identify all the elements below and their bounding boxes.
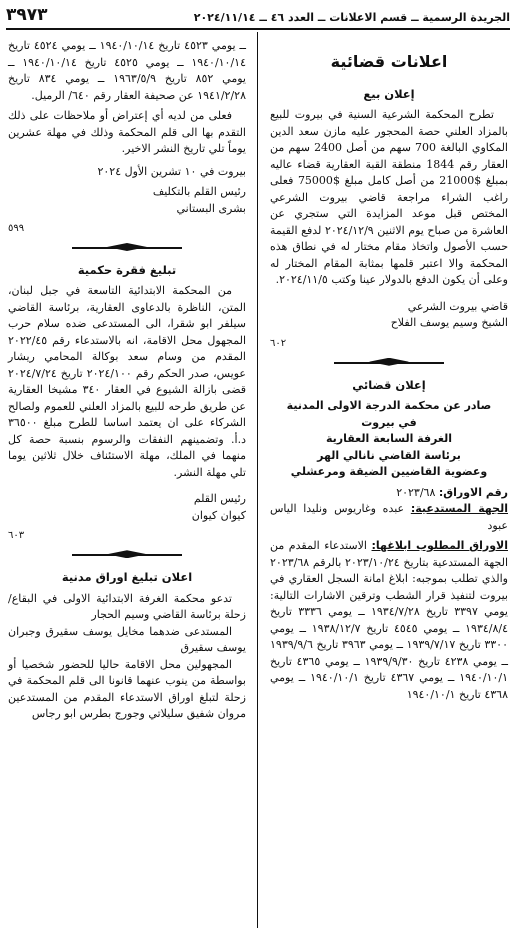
- party-value: عبده وغاريوس ونليدا الياس عبود: [270, 502, 508, 532]
- ad-civil-p3: المجهولين محل الاقامة حاليا للحضور شخصيا أو بواسطة من ينوب عنهما قانونا الى قلم المحكمة في زحلة لتبلغ اوراق الاستدعاء المقدم من المستدعين مروان شفيق سليلاتي وجورج بطرس ابو رجاس: [8, 657, 246, 720]
- separator-ornament: [334, 359, 444, 367]
- section-title: اعلانات قضائية: [330, 52, 448, 71]
- ad-civil-title: اعلان تبليغ اوراق مدنية: [61, 570, 193, 585]
- place-date: بيروت في ١٠ تشرين الأول ٢٠٢٤: [97, 164, 246, 178]
- ad-verdict-body: من المحكمة الابتدائية التاسعة في جبل لبنان، المتن، الناظرة بالدعاوى العقارية، برئاسة القاضي سيلفر ابو شقرا، الى المستدعى ضده سلام حرب المجهول محل الاقامة، انه بالاستدعاء رقم ٢٠٢٢/٤٥ المقدم من وسام سعد بوكالة المحامي ريشار عويس، صدر الحكم رقم ٢٠٢٤/١٠٠ تاريخ ٢٠٢٤/٧/٢٤ قضى بازالة الشيوع في العقار ٣٤٠ مشيخا العقارية عن طريق طرحه للبيع بالمزاد العلني للعموم ولصالح الشركاء على ان يعتمد اساسا للطرح مبلغ ٣٦٥٠٠ د.أ. وتضمينهم النفقات والرسوم بنسبة حصة كل منهما في الملك، مهلة الاستئناف خلال ثلاثين يوما تلي مهلة النشر.: [8, 284, 246, 479]
- left-column: [8, 38, 246, 723]
- ad-judicial-members: وعضوية القاضيين الضيقة ومرعشلي: [290, 465, 488, 478]
- separator-ornament: [72, 551, 182, 559]
- ad-judicial-notified: [270, 538, 508, 703]
- header-title: الجريدة الرسمية ــ قسم الاعلانات ــ العدد ٤٦ ــ ٢٠٢٤/١١/١٤: [193, 10, 510, 24]
- ad-civil-p1: تدعو محكمة الغرفة الابتدائية الاولى في البقاع/ زحلة برئاسة القاضي وسيم الحجار: [8, 591, 246, 621]
- ad-sale-signature-name: الشيخ وسيم يوسف الفلاح: [390, 316, 508, 330]
- ad-judicial-chamber: الغرفة السابعة العقارية: [325, 432, 452, 445]
- signature-name: بشرى البستاني: [176, 201, 246, 215]
- party-label: الجهة المستدعية:: [410, 502, 508, 515]
- page-header: [6, 6, 510, 30]
- ad-number-599: ٥٩٩: [8, 223, 25, 234]
- case-value: ٢٠٢٣/٦٨: [396, 485, 436, 499]
- right-column: [270, 38, 508, 703]
- ad-verdict-title: تبليغ فقرة حكمية: [77, 263, 177, 277]
- continued-text: ــ يومي ٤٥٢٣ تاريخ ١٩٤٠/١٠/١٤ ــ يومي ٤٥٢٤ تاريخ ١٩٤٠/١٠/١٤ ــ يومي ٤٥٢٥ تاريخ ١٩٤٠/١٠/١٤ ــ يومي ٨٥٢ تاريخ ١٩٦٣/٥/٩ ــ يومي ٨٣٤ تاريخ ١٩٤١/٢/٢٨ عن صحيفة العقار رقم ٦٤٠/ الرميل.: [8, 39, 246, 102]
- notified-body: الاستدعاء المقدم من الجهة المستدعية بتاريخ ٢٠٢٣/١٠/٢٤ بالرقم ٢٠٢٣/٦٨ والذي تطلب بموجبه: ابلاغ امانة السجل العقاري في بيروت لتنفيذ قرار الشطب وترقين الاشارات التالية: يومي ٣٣٩٧ تاريخ ١٩٣٤/٧/٢٨ ــ يومي ٣٣٣٦ تاريخ ١٩٣٤/٨/٤ ــ يومي ٤٥٤٥ تاريخ ١٩٣٨/١٢/٧ ــ يومي ٣٣٠٠ تاريخ ١٩٣٩/٧/١٧ ــ يومي ٣٩٦٣ تاريخ ١٩٣٩/٩/٦ ــ يومي ٤٢٣٨ تاريخ ١٩٣٩/٩/٣٠ ــ يومي ٤٣٦٥ تاريخ ١٩٤٠/١٠/١ ــ يومي ٤٣٦٧ تاريخ ١٩٤٠/١٠/١ ــ يومي ٤٣٦٨ تاريخ ١٩٤٠/١٠/١: [270, 539, 508, 701]
- notified-label: الاوراق المطلوب ابلاغها:: [371, 539, 508, 552]
- ad-judicial-city: في بيروت: [361, 415, 417, 429]
- ad-judicial-case: [270, 485, 508, 502]
- objection-text: فعلى من لديه أي إعتراض أو ملاحظات على ذلك التقدم بها الى قلم المحكمة وذلك في مهلة عشرين يوماً تلي تاريخ النشر الاخير.: [8, 109, 246, 155]
- ad-civil-p2: المستدعى ضدهما مخايل يوسف سقيرق وجبران يوسف سقيرق: [8, 624, 246, 654]
- ad-judicial-party: [270, 501, 508, 534]
- ad-sale-title: إعلان بيع: [363, 87, 415, 101]
- ad-judicial-president: برئاسة القاضي نانالي الهر: [317, 448, 461, 462]
- signature-title: رئيس القلم بالتكليف: [152, 185, 246, 198]
- case-label: رقم الاوراق:: [438, 485, 508, 499]
- ad-sale-signature-title: قاضي بيروت الشرعي: [407, 299, 508, 313]
- ad-judicial-issuer: صادر عن محكمة الدرجة الاولى المدنية: [286, 399, 492, 412]
- ad-verdict-number: ٦٠٣: [8, 530, 25, 542]
- column-divider: [257, 32, 258, 928]
- separator-ornament: [72, 244, 182, 252]
- ad-sale-number: ٦٠٢: [270, 337, 287, 349]
- page-number: ٣٩٧٣: [6, 4, 48, 25]
- ad-judicial-title: إعلان قضائي: [352, 377, 426, 392]
- ad-verdict-signature-title: رئيس القلم: [193, 492, 246, 506]
- ad-sale-body: تطرح المحكمة الشرعية السنية في بيروت للبيع بالمزاد العلني حصة المحجور عليه مازن سعد الدين المكاوي البالغة 700 سهم من أصل 2400 سهم من العقار رقم 1844 منطقة القبة العقارية قضاء عاليه بمبلغ $21000 من أصل كامل مبلغ $75000 فعلى راغب الشراء مراجعة قاضي بيروت الشرعي المختص قبل موعد المزايدة التي ستجري عن العاشرة من صباح يوم الاثنين ٢٠٢٤/١٢/٩ لدفع القيمة حسب الأصول واتخاذ مقام مختار له في نطاق هذه المحكمة والا اعتبر قلمها بمثابة المقام المختار له وعلى أن يكون الدفع بالدولار عينا وكتب ٢٠٢٤/١١/٥.: [270, 108, 509, 287]
- ad-verdict-signature-name: كيوان كيوان: [191, 508, 246, 522]
